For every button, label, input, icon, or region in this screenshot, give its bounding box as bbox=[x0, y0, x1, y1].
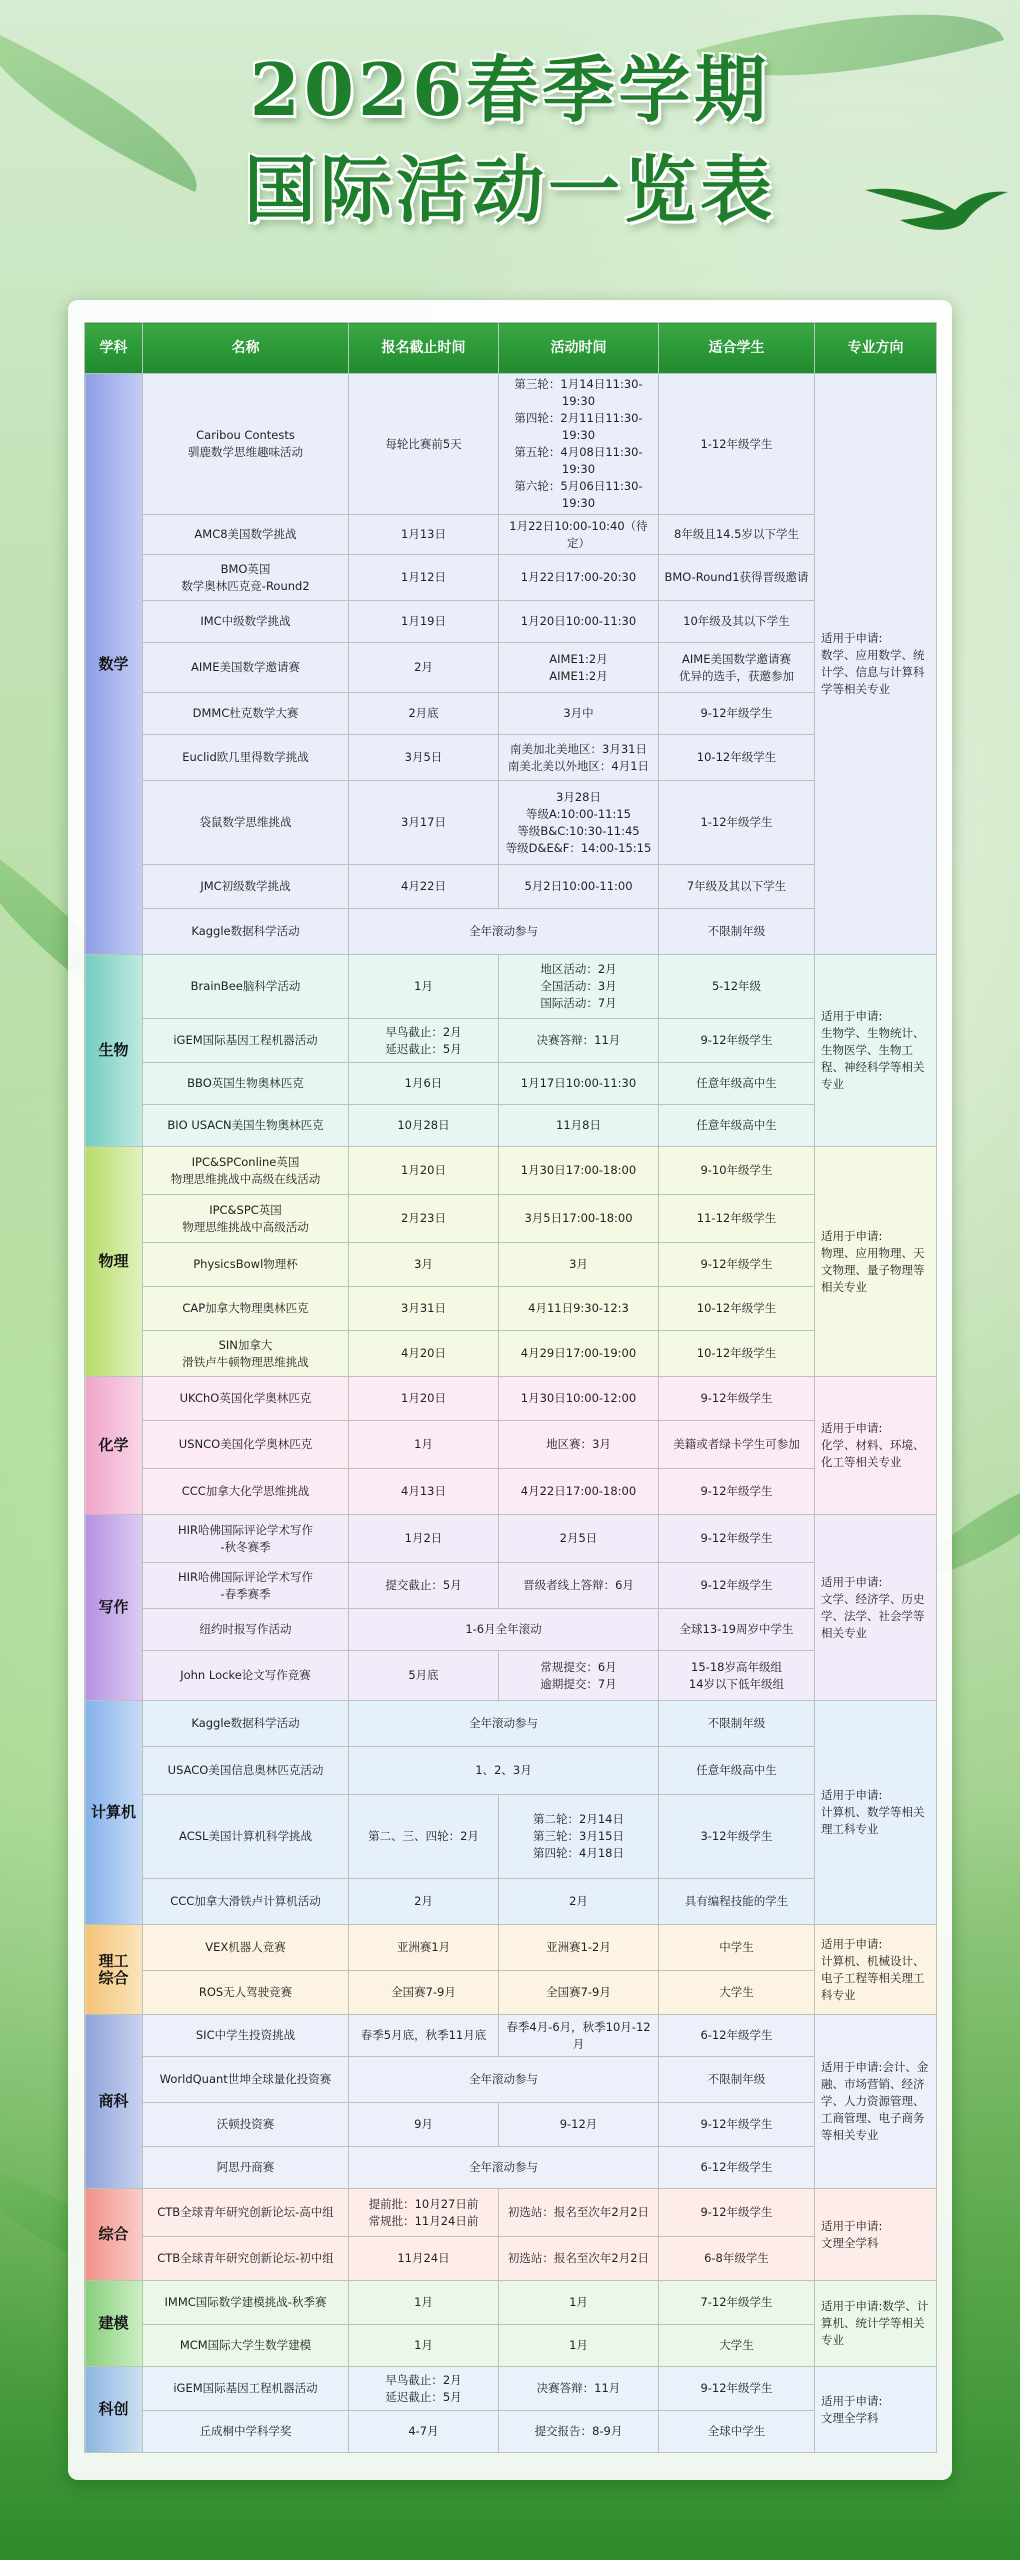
activity-name: HIR哈佛国际评论学术写作 -秋冬赛季 bbox=[143, 1515, 349, 1563]
major-direction: 适用于申请: 计算机、数学等相关理工科专业 bbox=[815, 1701, 937, 1925]
activity-time: 地区活动：2月 全国活动：3月 国际活动：7月 bbox=[499, 955, 659, 1019]
subject-cell: 计算机 bbox=[85, 1701, 143, 1925]
deadline: 2月 bbox=[349, 1879, 499, 1925]
suitable-students: 1-12年级学生 bbox=[659, 374, 815, 515]
deadline: 4月13日 bbox=[349, 1469, 499, 1515]
major-direction: 适用于申请: 数学、应用数学、统计学、信息与计算科学等相关专业 bbox=[815, 374, 937, 955]
suitable-students: 不限制年级 bbox=[659, 909, 815, 955]
table-row bbox=[85, 601, 937, 643]
activity-time: 4月29日17:00-19:00 bbox=[499, 1331, 659, 1377]
activity-name: IMC中级数学挑战 bbox=[143, 601, 349, 643]
activity-name: John Locke论文写作竞赛 bbox=[143, 1651, 349, 1701]
activity-name: Caribou Contests 驯鹿数学思维趣味活动 bbox=[143, 374, 349, 515]
suitable-students: 不限制年级 bbox=[659, 2057, 815, 2103]
activity-time: 3月28日 等级A:10:00-11:15 等级B&C:10:30-11:45 等级D&E&F：14:00-15:15 bbox=[499, 781, 659, 865]
deadline: 提前批：10月27日前 常规批：11月24日前 bbox=[349, 2189, 499, 2237]
suitable-students: 10-12年级学生 bbox=[659, 1287, 815, 1331]
activity-name: CTB全球青年研究创新论坛-高中组 bbox=[143, 2189, 349, 2237]
deadline: 早鸟截止：2月 延迟截止：5月 bbox=[349, 2367, 499, 2411]
activity-time: 4月11日9:30-12:3 bbox=[499, 1287, 659, 1331]
deadline: 1月20日 bbox=[349, 1377, 499, 1421]
deadline: 3月 bbox=[349, 1243, 499, 1287]
table-row bbox=[85, 2103, 937, 2147]
suitable-students: 10-12年级学生 bbox=[659, 735, 815, 781]
suitable-students: 3-12年级学生 bbox=[659, 1795, 815, 1879]
activity-time: 初选站：报名至次年2月2日 bbox=[499, 2189, 659, 2237]
major-direction: 适用于申请: 化学、材料、环境、化工等相关专业 bbox=[815, 1377, 937, 1515]
subject-cell: 商科 bbox=[85, 2015, 143, 2189]
deadline: 1月2日 bbox=[349, 1515, 499, 1563]
deadline: 3月17日 bbox=[349, 781, 499, 865]
table-row bbox=[85, 735, 937, 781]
table-row bbox=[85, 1747, 937, 1795]
activity-name: PhysicsBowl物理杯 bbox=[143, 1243, 349, 1287]
table-row bbox=[85, 2015, 937, 2057]
deadline: 1月20日 bbox=[349, 1147, 499, 1195]
table-row bbox=[85, 1421, 937, 1469]
activity-name: iGEM国际基因工程机器活动 bbox=[143, 1019, 349, 1063]
activity-time: 常规提交：6月 逾期提交：7月 bbox=[499, 1651, 659, 1701]
activity-time: 11月8日 bbox=[499, 1105, 659, 1147]
table-row bbox=[85, 555, 937, 601]
deadline: 3月5日 bbox=[349, 735, 499, 781]
deadline: 1月 bbox=[349, 2281, 499, 2325]
activity-name: JMC初级数学挑战 bbox=[143, 865, 349, 909]
major-direction: 适用于申请:数学、计算机、统计学等相关专业 bbox=[815, 2281, 937, 2367]
table-row bbox=[85, 1651, 937, 1701]
activity-name: SIN加拿大 滑铁卢牛顿物理思维挑战 bbox=[143, 1331, 349, 1377]
table-row bbox=[85, 1925, 937, 1971]
activity-time: 4月22日17:00-18:00 bbox=[499, 1469, 659, 1515]
table-row bbox=[85, 2411, 937, 2453]
table-row bbox=[85, 2189, 937, 2237]
suitable-students: 任意年级高中生 bbox=[659, 1747, 815, 1795]
activity-time: 1月22日10:00-10:40（待定） bbox=[499, 515, 659, 555]
suitable-students: AIME美国数学邀请赛 优异的选手，获邀参加 bbox=[659, 643, 815, 693]
deadline: 2月23日 bbox=[349, 1195, 499, 1243]
schedule-table bbox=[84, 322, 937, 2453]
activity-name: BMO英国 数学奥林匹克竞-Round2 bbox=[143, 555, 349, 601]
deadline: 1月 bbox=[349, 1421, 499, 1469]
rolling-period: 全年滚动参与 bbox=[349, 909, 659, 955]
suitable-students: 不限制年级 bbox=[659, 1701, 815, 1747]
activity-name: ACSL美国计算机科学挑战 bbox=[143, 1795, 349, 1879]
suitable-students: 9-12年级学生 bbox=[659, 1563, 815, 1609]
activity-name: 纽约时报写作活动 bbox=[143, 1609, 349, 1651]
table-row bbox=[85, 1019, 937, 1063]
deadline: 3月31日 bbox=[349, 1287, 499, 1331]
activity-name: IPC&SPConline英国 物理思维挑战中高级在线活动 bbox=[143, 1147, 349, 1195]
suitable-students: BMO-Round1获得晋级邀请 bbox=[659, 555, 815, 601]
activity-name: AMC8美国数学挑战 bbox=[143, 515, 349, 555]
table-row bbox=[85, 1563, 937, 1609]
rolling-period: 全年滚动参与 bbox=[349, 1701, 659, 1747]
table-row bbox=[85, 1377, 937, 1421]
suitable-students: 15-18岁高年级组 14岁以下低年级组 bbox=[659, 1651, 815, 1701]
suitable-students: 中学生 bbox=[659, 1925, 815, 1971]
activity-name: Kaggle数据科学活动 bbox=[143, 1701, 349, 1747]
table-row bbox=[85, 1287, 937, 1331]
header-activity-time: 活动时间 bbox=[499, 323, 659, 374]
activity-name: VEX机器人竞赛 bbox=[143, 1925, 349, 1971]
suitable-students: 9-12年级学生 bbox=[659, 2189, 815, 2237]
page-title: 2026春季学期 bbox=[249, 47, 771, 132]
rolling-period: 1、2、3月 bbox=[349, 1747, 659, 1795]
table-row bbox=[85, 1105, 937, 1147]
table-row bbox=[85, 1515, 937, 1563]
activity-name: Kaggle数据科学活动 bbox=[143, 909, 349, 955]
rolling-period: 1-6月全年滚动 bbox=[349, 1609, 659, 1651]
deadline: 1月 bbox=[349, 955, 499, 1019]
subject-cell: 理工 综合 bbox=[85, 1925, 143, 2015]
deadline: 亚洲赛1月 bbox=[349, 1925, 499, 1971]
suitable-students: 9-12年级学生 bbox=[659, 1243, 815, 1287]
header-subject: 学科 bbox=[85, 323, 143, 374]
activity-time: 1月30日17:00-18:00 bbox=[499, 1147, 659, 1195]
suitable-students: 9-12年级学生 bbox=[659, 2367, 815, 2411]
deadline: 5月底 bbox=[349, 1651, 499, 1701]
major-direction: 适用于申请: 文理全学科 bbox=[815, 2189, 937, 2281]
deadline: 4-7月 bbox=[349, 2411, 499, 2453]
major-direction: 适用于申请: 文学、经济学、历史学、法学、社会学等相关专业 bbox=[815, 1515, 937, 1701]
activity-time: 全国赛7-9月 bbox=[499, 1971, 659, 2015]
deadline: 1月12日 bbox=[349, 555, 499, 601]
table-row bbox=[85, 955, 937, 1019]
activity-time: 决赛答辩：11月 bbox=[499, 1019, 659, 1063]
table-row bbox=[85, 1701, 937, 1747]
swallow-icon bbox=[860, 150, 1010, 240]
activity-name: Euclid欧几里得数学挑战 bbox=[143, 735, 349, 781]
suitable-students: 6-8年级学生 bbox=[659, 2237, 815, 2281]
deadline: 1月6日 bbox=[349, 1063, 499, 1105]
activity-time: 1月 bbox=[499, 2325, 659, 2367]
table-body bbox=[85, 374, 937, 2453]
suitable-students: 9-12年级学生 bbox=[659, 1469, 815, 1515]
activity-name: 袋鼠数学思维挑战 bbox=[143, 781, 349, 865]
activity-name: HIR哈佛国际评论学术写作 -春季赛季 bbox=[143, 1563, 349, 1609]
table-row bbox=[85, 1063, 937, 1105]
table-row bbox=[85, 1795, 937, 1879]
suitable-students: 大学生 bbox=[659, 1971, 815, 2015]
table-row bbox=[85, 643, 937, 693]
table-row bbox=[85, 1879, 937, 1925]
activity-time: 1月22日17:00-20:30 bbox=[499, 555, 659, 601]
activity-time: 9-12月 bbox=[499, 2103, 659, 2147]
activity-time: 南美加北美地区：3月31日 南美北美以外地区：4月1日 bbox=[499, 735, 659, 781]
table-row bbox=[85, 2237, 937, 2281]
rolling-period: 全年滚动参与 bbox=[349, 2147, 659, 2189]
deadline: 10月28日 bbox=[349, 1105, 499, 1147]
table-row bbox=[85, 2325, 937, 2367]
deadline: 1月 bbox=[349, 2325, 499, 2367]
suitable-students: 任意年级高中生 bbox=[659, 1105, 815, 1147]
activity-name: USACO美国信息奥林匹克活动 bbox=[143, 1747, 349, 1795]
activity-time: 晋级者线上答辩：6月 bbox=[499, 1563, 659, 1609]
activity-name: CAP加拿大物理奥林匹克 bbox=[143, 1287, 349, 1331]
subject-cell: 科创 bbox=[85, 2367, 143, 2453]
suitable-students: 全球13-19周岁中学生 bbox=[659, 1609, 815, 1651]
activity-name: CCC加拿大化学思维挑战 bbox=[143, 1469, 349, 1515]
deadline: 第二、三、四轮：2月 bbox=[349, 1795, 499, 1879]
activity-name: CCC加拿大滑铁卢计算机活动 bbox=[143, 1879, 349, 1925]
suitable-students: 7-12年级学生 bbox=[659, 2281, 815, 2325]
suitable-students: 8年级且14.5岁以下学生 bbox=[659, 515, 815, 555]
activity-time: 3月5日17:00-18:00 bbox=[499, 1195, 659, 1243]
activity-name: SIC中学生投资挑战 bbox=[143, 2015, 349, 2057]
activity-name: CTB全球青年研究创新论坛-初中组 bbox=[143, 2237, 349, 2281]
activity-time: 提交报告：8-9月 bbox=[499, 2411, 659, 2453]
suitable-students: 9-12年级学生 bbox=[659, 1377, 815, 1421]
activity-name: USNCO美国化学奥林匹克 bbox=[143, 1421, 349, 1469]
major-direction: 适用于申请: 物理、应用物理、天文物理、量子物理等相关专业 bbox=[815, 1147, 937, 1377]
activity-time: 亚洲赛1-2月 bbox=[499, 1925, 659, 1971]
suitable-students: 9-10年级学生 bbox=[659, 1147, 815, 1195]
deadline: 1月13日 bbox=[349, 515, 499, 555]
activity-name: BBO英国生物奥林匹克 bbox=[143, 1063, 349, 1105]
table-row bbox=[85, 2057, 937, 2103]
activity-time: 1月20日10:00-11:30 bbox=[499, 601, 659, 643]
activity-time: 第二轮：2月14日 第三轮：3月15日 第四轮：4月18日 bbox=[499, 1795, 659, 1879]
activity-name: IPC&SPC英国 物理思维挑战中高级活动 bbox=[143, 1195, 349, 1243]
suitable-students: 任意年级高中生 bbox=[659, 1063, 815, 1105]
deadline: 2月底 bbox=[349, 693, 499, 735]
table-row bbox=[85, 1147, 937, 1195]
subject-cell: 建模 bbox=[85, 2281, 143, 2367]
suitable-students: 9-12年级学生 bbox=[659, 1019, 815, 1063]
suitable-students: 5-12年级 bbox=[659, 955, 815, 1019]
suitable-students: 具有编程技能的学生 bbox=[659, 1879, 815, 1925]
activity-time: 春季4月-6月，秋季10月-12月 bbox=[499, 2015, 659, 2057]
subject-cell: 数学 bbox=[85, 374, 143, 955]
activity-name: 丘成桐中学科学奖 bbox=[143, 2411, 349, 2453]
activity-name: AIME美国数学邀请赛 bbox=[143, 643, 349, 693]
rolling-period: 全年滚动参与 bbox=[349, 2057, 659, 2103]
activity-name: MCM国际大学生数学建模 bbox=[143, 2325, 349, 2367]
suitable-students: 1-12年级学生 bbox=[659, 781, 815, 865]
activity-name: 阿思丹商赛 bbox=[143, 2147, 349, 2189]
deadline: 2月 bbox=[349, 643, 499, 693]
activity-name: IMMC国际数学建模挑战-秋季赛 bbox=[143, 2281, 349, 2325]
page-subtitle: 国际活动一览表 bbox=[243, 147, 776, 232]
table-row bbox=[85, 1331, 937, 1377]
deadline: 11月24日 bbox=[349, 2237, 499, 2281]
activity-time: 初选站：报名至次年2月2日 bbox=[499, 2237, 659, 2281]
table-row bbox=[85, 1469, 937, 1515]
major-direction: 适用于申请:会计、金融、市场营销、经济学、人力资源管理、工商管理、电子商务等相关专业 bbox=[815, 2015, 937, 2189]
activity-time: 3月中 bbox=[499, 693, 659, 735]
subject-cell: 写作 bbox=[85, 1515, 143, 1701]
table-row bbox=[85, 909, 937, 955]
activity-name: WorldQuant世坤全球量化投资赛 bbox=[143, 2057, 349, 2103]
suitable-students: 11-12年级学生 bbox=[659, 1195, 815, 1243]
table-row bbox=[85, 1195, 937, 1243]
table-row bbox=[85, 1971, 937, 2015]
suitable-students: 10年级及其以下学生 bbox=[659, 601, 815, 643]
suitable-students: 全球中学生 bbox=[659, 2411, 815, 2453]
deadline: 1月19日 bbox=[349, 601, 499, 643]
suitable-students: 7年级及其以下学生 bbox=[659, 865, 815, 909]
activity-time: 2月 bbox=[499, 1879, 659, 1925]
header-major: 专业方向 bbox=[815, 323, 937, 374]
major-direction: 适用于申请: 生物学、生物统计、生物医学、生物工程、神经科学等相关专业 bbox=[815, 955, 937, 1147]
suitable-students: 6-12年级学生 bbox=[659, 2147, 815, 2189]
subject-cell: 物理 bbox=[85, 1147, 143, 1377]
schedule-card bbox=[68, 300, 952, 2480]
activity-time: 2月5日 bbox=[499, 1515, 659, 1563]
deadline: 9月 bbox=[349, 2103, 499, 2147]
deadline: 4月22日 bbox=[349, 865, 499, 909]
deadline: 春季5月底，秋季11月底 bbox=[349, 2015, 499, 2057]
activity-time: 第三轮：1月14日11:30-19:30 第四轮：2月11日11:30-19:30 第五轮：4月08日11:30-19:30 第六轮：5月06日11:30-19:30 bbox=[499, 374, 659, 515]
activity-time: AIME1:2月 AIME1:2月 bbox=[499, 643, 659, 693]
table-row bbox=[85, 515, 937, 555]
header-name: 名称 bbox=[143, 323, 349, 374]
table-row bbox=[85, 2281, 937, 2325]
table-row bbox=[85, 781, 937, 865]
suitable-students: 6-12年级学生 bbox=[659, 2015, 815, 2057]
subject-cell: 综合 bbox=[85, 2189, 143, 2281]
activity-time: 1月 bbox=[499, 2281, 659, 2325]
suitable-students: 大学生 bbox=[659, 2325, 815, 2367]
table-row bbox=[85, 1243, 937, 1287]
activity-time: 3月 bbox=[499, 1243, 659, 1287]
suitable-students: 10-12年级学生 bbox=[659, 1331, 815, 1377]
activity-time: 5月2日10:00-11:00 bbox=[499, 865, 659, 909]
major-direction: 适用于申请: 计算机、机械设计、电子工程等相关理工科专业 bbox=[815, 1925, 937, 2015]
activity-time: 决赛答辩：11月 bbox=[499, 2367, 659, 2411]
subject-cell: 化学 bbox=[85, 1377, 143, 1515]
table-row bbox=[85, 865, 937, 909]
deadline: 全国赛7-9月 bbox=[349, 1971, 499, 2015]
activity-name: iGEM国际基因工程机器活动 bbox=[143, 2367, 349, 2411]
activity-name: DMMC杜克数学大赛 bbox=[143, 693, 349, 735]
table-header-row bbox=[85, 323, 937, 374]
table-row bbox=[85, 693, 937, 735]
activity-name: BIO USACN美国生物奥林匹克 bbox=[143, 1105, 349, 1147]
activity-name: UKChO英国化学奥林匹克 bbox=[143, 1377, 349, 1421]
activity-name: BrainBee脑科学活动 bbox=[143, 955, 349, 1019]
subject-cell: 生物 bbox=[85, 955, 143, 1147]
activity-time: 1月30日10:00-12:00 bbox=[499, 1377, 659, 1421]
header-deadline: 报名截止时间 bbox=[349, 323, 499, 374]
table-row bbox=[85, 2367, 937, 2411]
deadline: 4月20日 bbox=[349, 1331, 499, 1377]
suitable-students: 美籍或者绿卡学生可参加 bbox=[659, 1421, 815, 1469]
activity-name: ROS无人驾驶竞赛 bbox=[143, 1971, 349, 2015]
deadline: 每轮比赛前5天 bbox=[349, 374, 499, 515]
suitable-students: 9-12年级学生 bbox=[659, 1515, 815, 1563]
major-direction: 适用于申请: 文理全学科 bbox=[815, 2367, 937, 2453]
header-students: 适合学生 bbox=[659, 323, 815, 374]
deadline: 早鸟截止：2月 延迟截止：5月 bbox=[349, 1019, 499, 1063]
activity-name: 沃顿投资赛 bbox=[143, 2103, 349, 2147]
activity-time: 地区赛：3月 bbox=[499, 1421, 659, 1469]
table-row bbox=[85, 1609, 937, 1651]
suitable-students: 9-12年级学生 bbox=[659, 2103, 815, 2147]
suitable-students: 9-12年级学生 bbox=[659, 693, 815, 735]
table-row bbox=[85, 374, 937, 515]
activity-time: 1月17日10:00-11:30 bbox=[499, 1063, 659, 1105]
deadline: 提交截止：5月 bbox=[349, 1563, 499, 1609]
table-row bbox=[85, 2147, 937, 2189]
